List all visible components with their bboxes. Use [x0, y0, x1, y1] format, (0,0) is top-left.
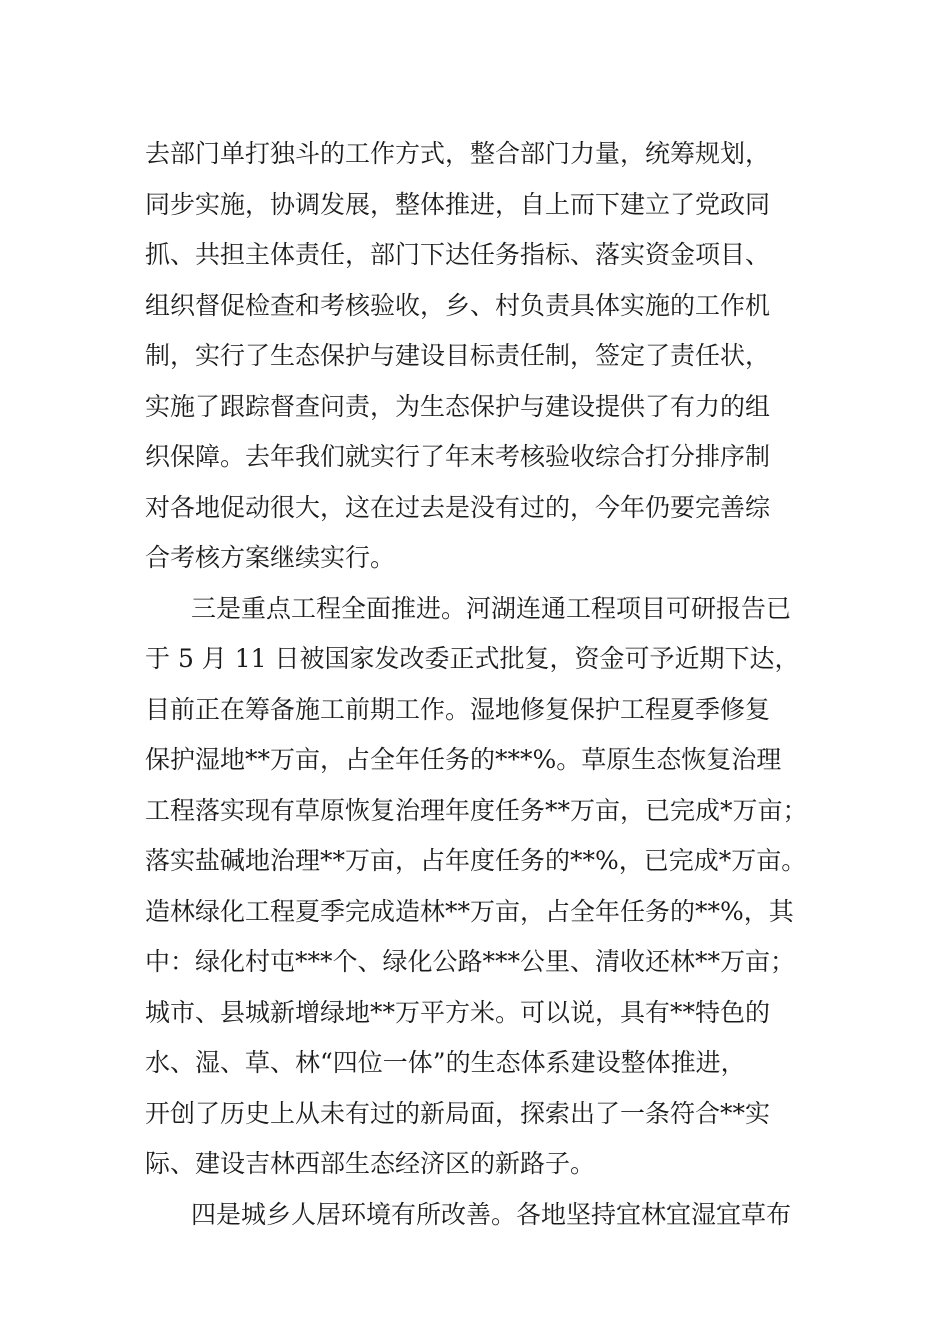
text-line: 实施了跟踪督查问责，为生态保护与建设提供了有力的组: [145, 391, 771, 421]
text-line: 保护湿地**万亩，占全年任务的***%。草原生态恢复治理: [145, 745, 782, 774]
body-text: [145, 129, 825, 1240]
text-line: 造林绿化工程夏季完成造林**万亩，占全年任务的**%，其: [145, 896, 794, 926]
text-line: 抓、共担主体责任，部门下达任务指标、落实资金项目、: [145, 240, 771, 269]
text-line: 同步实施，协调发展，整体推进，自上而下建立了党政同: [145, 189, 771, 219]
text-line: 水、湿、草、林“四位一体”的生态体系建设整体推进，: [145, 1048, 746, 1077]
paragraph-first-line: 四是城乡人居环境有所改善。各地坚持宜林宜湿宜草布: [191, 1199, 792, 1229]
text-line: 组织督促检查和考核验收，乡、村负责具体实施的工作机: [145, 290, 771, 320]
text-line: 合考核方案继续实行。: [145, 543, 396, 572]
text-line: 去部门单打独斗的工作方式，整合部门力量，统筹规划，: [145, 139, 771, 168]
text-line: 对各地促动很大，这在过去是没有过的，今年仍要完善综: [145, 492, 771, 522]
paragraph-3: [145, 1190, 825, 1241]
text-line: 目前正在筹备施工前期工作。湿地修复保护工程夏季修复: [145, 694, 771, 724]
text-line: 际、建设吉林西部生态经济区的新路子。: [145, 1149, 596, 1178]
text-line: 织保障。去年我们就实行了年末考核验收综合打分排序制: [145, 442, 771, 471]
text-line: 开创了历史上从未有过的新局面，探索出了一条符合**实: [145, 1098, 771, 1128]
paragraph-2: [145, 584, 825, 1190]
text-line: 落实盐碱地治理**万亩，占年度任务的**%，已完成*万亩。: [145, 846, 807, 875]
paragraph-1: [145, 129, 825, 584]
text-line: 工程落实现有草原恢复治理年度任务**万亩，已完成*万亩；: [145, 795, 808, 825]
text-line: 于 5 月 11 日被国家发改委正式批复，资金可予近期下达，: [145, 644, 800, 673]
paragraph-first-line: 三是重点工程全面推进。河湖连通工程项目可研报告已: [191, 593, 792, 623]
text-line: 城市、县城新增绿地**万平方米。可以说，具有**特色的: [145, 997, 771, 1027]
text-line: 中：绿化村屯***个、绿化公路***公里、清收还林**万亩；: [145, 947, 796, 976]
text-line: 制，实行了生态保护与建设目标责任制，签定了责任状，: [145, 341, 771, 370]
